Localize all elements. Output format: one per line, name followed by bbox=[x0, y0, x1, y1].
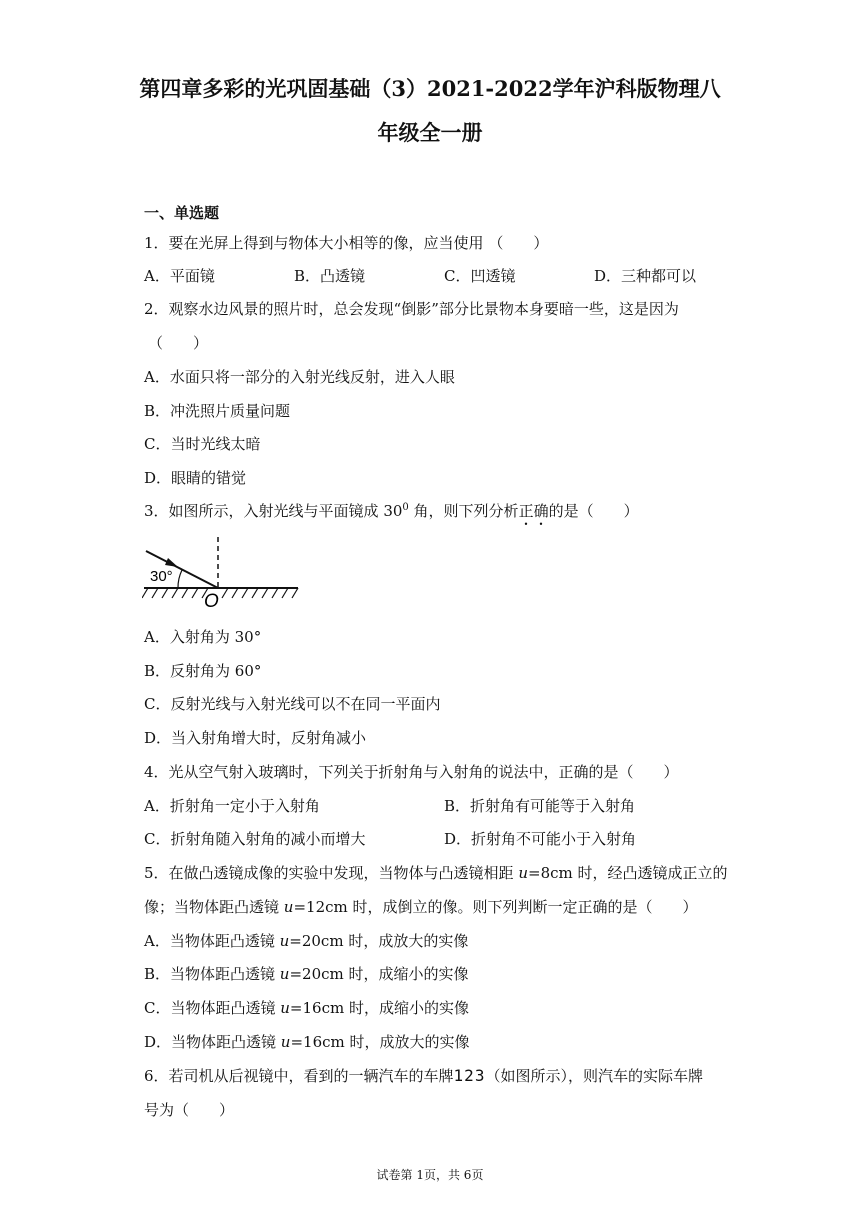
q5-stem-line1 bbox=[144, 862, 728, 883]
q5-var-u: u bbox=[283, 898, 294, 916]
option-suffix: =16cm 时，成缩小的实像 bbox=[289, 999, 469, 1017]
q3-option-b: B．反射角为 60° bbox=[144, 662, 262, 680]
q4-option-b: B．折射角有可能等于入射角 bbox=[444, 797, 636, 815]
q5-option-a bbox=[144, 930, 468, 951]
q2-stem-line1: 2．观察水边风景的照片时，总会发现“倒影”部分比景物本身要暗一些，这是因为 bbox=[144, 300, 679, 318]
q6-stem-line1 bbox=[144, 1065, 703, 1086]
angle-arc bbox=[178, 570, 182, 588]
q5-stem-line2-a: 像；当物体距凸透镜 bbox=[144, 898, 284, 916]
option-prefix: B．当物体距凸透镜 bbox=[144, 965, 280, 983]
q5-var-u: u bbox=[279, 965, 290, 983]
q4-option-c: C．折射角随入射角的减小而增大 bbox=[144, 830, 366, 848]
option-suffix: =20cm 时，成缩小的实像 bbox=[289, 965, 469, 983]
q5-var-u: u bbox=[279, 932, 290, 950]
q4-option-d: D．折射角不可能小于入射角 bbox=[444, 830, 637, 848]
q6-stem-part-b: （如图所示），则汽车的实际车牌 bbox=[485, 1067, 703, 1085]
q1-stem: 1．要在光屏上得到与物体大小相等的像，应当使用 （ ） bbox=[144, 234, 549, 252]
section-heading: 一、单选题 bbox=[144, 204, 220, 222]
q2-option-b: B．冲洗照片质量问题 bbox=[144, 402, 291, 420]
option-prefix: D．当物体距凸透镜 bbox=[144, 1033, 281, 1051]
q5-stem-line1-b: =8cm 时，经凸透镜成正立的 bbox=[528, 864, 728, 882]
q5-var-u: u bbox=[280, 1033, 291, 1051]
q4-stem: 4．光从空气射入玻璃时，下列关于折射角与入射角的说法中，正确的是（ ） bbox=[144, 763, 679, 781]
angle-label: 30° bbox=[150, 568, 173, 585]
option-suffix: =16cm 时，成放大的实像 bbox=[290, 1033, 470, 1051]
option-suffix: =20cm 时，成放大的实像 bbox=[289, 932, 469, 950]
option-prefix: C．当物体距凸透镜 bbox=[144, 999, 281, 1017]
q1-option-a: A．平面镜 bbox=[144, 267, 215, 285]
q5-var-u: u bbox=[518, 864, 528, 882]
q3-option-c: C．反射光线与入射光线可以不在同一平面内 bbox=[144, 695, 441, 713]
option-prefix: A．当物体距凸透镜 bbox=[144, 932, 280, 950]
q6-stem-part-a: 6．若司机从后视镜中，看到的一辆汽车的车牌 bbox=[144, 1067, 454, 1085]
q5-option-c bbox=[144, 997, 469, 1018]
q3-option-a: A．入射角为 30° bbox=[144, 628, 262, 646]
q2-option-c: C．当时光线太暗 bbox=[144, 435, 261, 453]
q4-option-a: A．折射角一定小于入射角 bbox=[144, 797, 320, 815]
q5-option-b bbox=[144, 963, 469, 984]
page-footer: 试卷第 1页，共 6页 bbox=[376, 1168, 484, 1182]
point-o-label: O bbox=[204, 591, 219, 610]
q1-option-b: B．凸透镜 bbox=[294, 267, 366, 285]
license-plate-figure: 123 bbox=[453, 1066, 486, 1085]
q1-option-c: C．凹透镜 bbox=[444, 267, 516, 285]
q6-stem-line2: 号为（ ） bbox=[144, 1101, 235, 1119]
q3-stem-part-c: 的是（ ） bbox=[548, 502, 639, 520]
doc-title-line2: 年级全一册 bbox=[377, 120, 483, 145]
q3-stem bbox=[144, 500, 639, 529]
q1-option-d: D．三种都可以 bbox=[594, 267, 697, 285]
q3-stem-emphasis: 正确 bbox=[518, 502, 549, 520]
ray-arrow bbox=[165, 558, 178, 567]
q3-stem-superscript: 0 bbox=[402, 502, 409, 513]
q2-option-a: A．水面只将一部分的入射光线反射，进入人眼 bbox=[144, 368, 455, 386]
q2-stem-line2: （ ） bbox=[148, 334, 209, 352]
mirror-hatching bbox=[142, 588, 298, 598]
q3-stem-part-b: 角，则下列分析 bbox=[408, 502, 519, 520]
q3-stem-part-a: 3．如图所示，入射光线与平面镜成 30 bbox=[144, 502, 403, 520]
q5-var-u: u bbox=[280, 999, 290, 1017]
q5-stem-line2 bbox=[144, 896, 698, 917]
q5-option-d bbox=[144, 1031, 470, 1052]
doc-title-line1: 第四章多彩的光巩固基础（3）2021-2022学年沪科版物理八 bbox=[139, 76, 721, 101]
q5-stem-line1-a: 5．在做凸透镜成像的实验中发现，当物体与凸透镜相距 bbox=[144, 864, 519, 882]
q2-option-d: D．眼睛的错觉 bbox=[144, 469, 247, 487]
reflection-diagram bbox=[142, 535, 302, 610]
q3-option-d: D．当入射角增大时，反射角减小 bbox=[144, 729, 367, 747]
q5-stem-line2-b: =12cm 时，成倒立的像。则下列判断一定正确的是（ ） bbox=[293, 898, 698, 916]
